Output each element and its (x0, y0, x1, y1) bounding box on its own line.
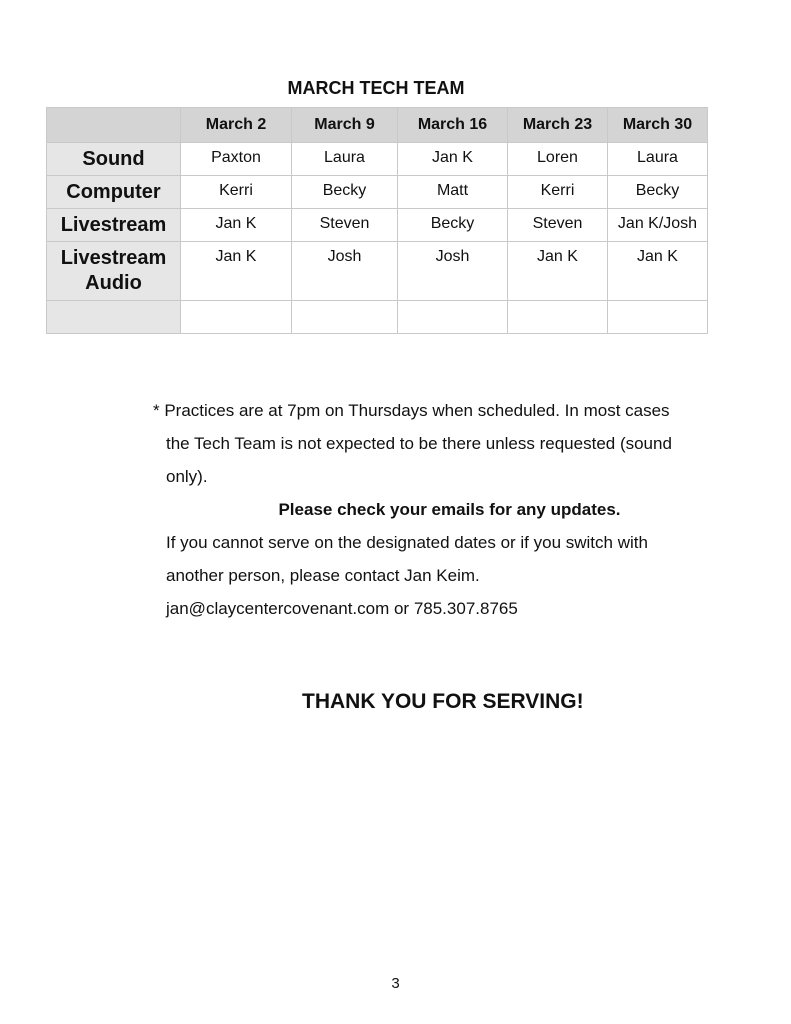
row-header: Livestream (47, 209, 181, 242)
table-cell: Becky (608, 176, 708, 209)
practice-note-line: the Tech Team is not expected to be there unless requested (sound (166, 434, 672, 453)
row-header (47, 301, 181, 334)
table-cell: Jan K (508, 242, 608, 301)
column-header: March 23 (508, 108, 608, 143)
contact-note-line: If you cannot serve on the designated dates or if you switch with (166, 533, 648, 552)
column-header: March 2 (181, 108, 292, 143)
row-header: Computer (47, 176, 181, 209)
row-header: Sound (47, 143, 181, 176)
table-row (47, 209, 708, 242)
table-cell (181, 301, 292, 334)
table-row (47, 301, 708, 334)
schedule-table (46, 107, 708, 334)
table-row (47, 176, 708, 209)
table-cell (508, 301, 608, 334)
table-cell (398, 301, 508, 334)
table-cell: Steven (292, 209, 398, 242)
table-cell: Jan K (398, 143, 508, 176)
table-row (47, 242, 708, 301)
table-cell: Josh (292, 242, 398, 301)
table-cell: Becky (292, 176, 398, 209)
practice-note-line: * Practices are at 7pm on Thursdays when scheduled. In most cases (153, 401, 670, 420)
contact-info: jan@claycentercovenant.com or 785.307.8765 (166, 599, 518, 618)
table-cell: Jan K/Josh (608, 209, 708, 242)
contact-note-line: another person, please contact Jan Keim. (166, 566, 480, 585)
table-cell: Kerri (181, 176, 292, 209)
table-cell: Laura (292, 143, 398, 176)
notes-section (153, 394, 733, 625)
table-cell: Matt (398, 176, 508, 209)
table-cell: Steven (508, 209, 608, 242)
table-corner (47, 108, 181, 143)
table-cell: Laura (608, 143, 708, 176)
row-header: Livestream Audio (47, 242, 181, 301)
table-header-row (47, 108, 708, 143)
page-title: MARCH TECH TEAM (287, 78, 465, 98)
table-cell: Becky (398, 209, 508, 242)
table-cell: Josh (398, 242, 508, 301)
table-cell (292, 301, 398, 334)
thank-you-heading: THANK YOU FOR SERVING! (302, 690, 584, 713)
table-cell (608, 301, 708, 334)
table-cell: Paxton (181, 143, 292, 176)
column-header: March 30 (608, 108, 708, 143)
table-row (47, 143, 708, 176)
practice-note-line: only). (166, 467, 208, 486)
table-cell: Jan K (181, 242, 292, 301)
email-check-note: Please check your emails for any updates. (278, 500, 621, 519)
table-cell: Jan K (608, 242, 708, 301)
column-header: March 16 (398, 108, 508, 143)
table-cell: Jan K (181, 209, 292, 242)
column-header: March 9 (292, 108, 398, 143)
table-cell: Kerri (508, 176, 608, 209)
page-number: 3 (391, 975, 400, 992)
table-cell: Loren (508, 143, 608, 176)
